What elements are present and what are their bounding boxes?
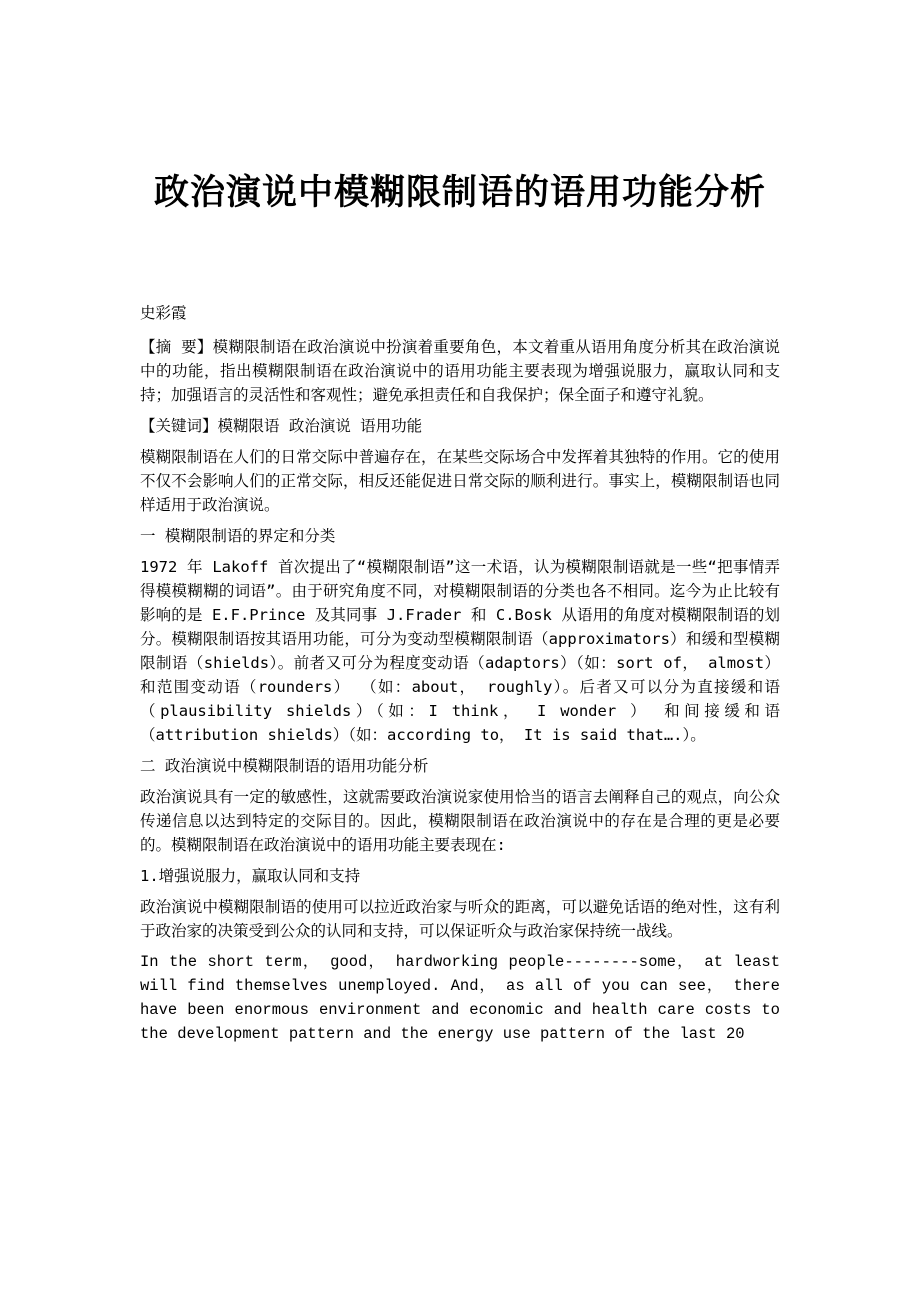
intro-paragraph: 模糊限制语在人们的日常交际中普遍存在，在某些交际场合中发挥着其独特的作用。它的使用不仅不会影响人们的正常交际，相反还能促进日常交际的顺利进行。事实上，模糊限制语也同样适用于政治演说。	[140, 448, 780, 514]
abstract-paragraph	[140, 335, 780, 407]
section-1-paragraph: 1972 年 Lakoff 首次提出了“模糊限制语”这一术语，认为模糊限制语就是一些“把事情弄得模模糊糊的词语”。由于研究角度不同，对模糊限制语的分类也各不相同。迄今为止比较有影响的是 E.F.Prince 及其同事 J.Frader 和 C.Bosk 从语用的角度对模糊限制语的划分。模糊限制语按其语用功能，可分为变动型模糊限制语（approximators）和缓和型模糊限制语（shields）。前者又可分为程度变动语（adaptors）（如：sort of， almost）和范围变动语（rounders） （如：about， roughly）。后者又可以分为直接缓和语（plausibility shields）（如：I think， I wonder ） 和间接缓和语（attribution shields）（如：according to， It is said that….）。	[140, 558, 780, 744]
section-heading-2: 二 政治演说中模糊限制语的语用功能分析	[140, 757, 429, 775]
section-2-paragraph: 政治演说具有一定的敏感性，这就需要政治演说家使用恰当的语言去阐释自己的观点，向公众传递信息以达到特定的交际目的。因此，模糊限制语在政治演说中的存在是合理的更是必要的。模糊限制语在政治演说中的语用功能主要表现在:	[140, 788, 780, 854]
keywords-label: 【关键词】	[140, 417, 218, 435]
author-name: 史彩霞	[140, 304, 187, 322]
subsection-1-paragraph: 政治演说中模糊限制语的使用可以拉近政治家与听众的距离，可以避免话语的绝对性，这有利于政治家的决策受到公众的认同和支持，可以保证听众与政治家保持统一战线。	[140, 898, 780, 940]
document-title: 政治演说中模糊限制语的语用功能分析	[153, 173, 766, 213]
abstract-text: 模糊限制语在政治演说中扮演着重要角色，本文着重从语用角度分析其在政治演说中的功能，指出模糊限制语在政治演说中的语用功能主要表现为增强说服力，赢取认同和支持；加强语言的灵活性和客观性；避免承担责任和自我保护；保全面子和遵守礼貌。	[140, 338, 780, 404]
abstract-label: 【摘 要】	[140, 338, 213, 356]
subsection-heading-1: 1.增强说服力，赢取认同和支持	[140, 867, 361, 885]
keywords-paragraph	[140, 414, 780, 438]
keywords-text: 模糊限语 政治演说 语用功能	[217, 417, 423, 435]
section-heading-1: 一 模糊限制语的界定和分类	[140, 527, 336, 545]
document-body	[140, 301, 780, 1053]
english-quote-paragraph: In the short term， good， hardworking people--------some， at least will find themselves unemployed. And， as all of you can see， there have been enormous environment and economic and health care costs to the development pattern and the energy use pattern of the last 20	[140, 953, 780, 1043]
